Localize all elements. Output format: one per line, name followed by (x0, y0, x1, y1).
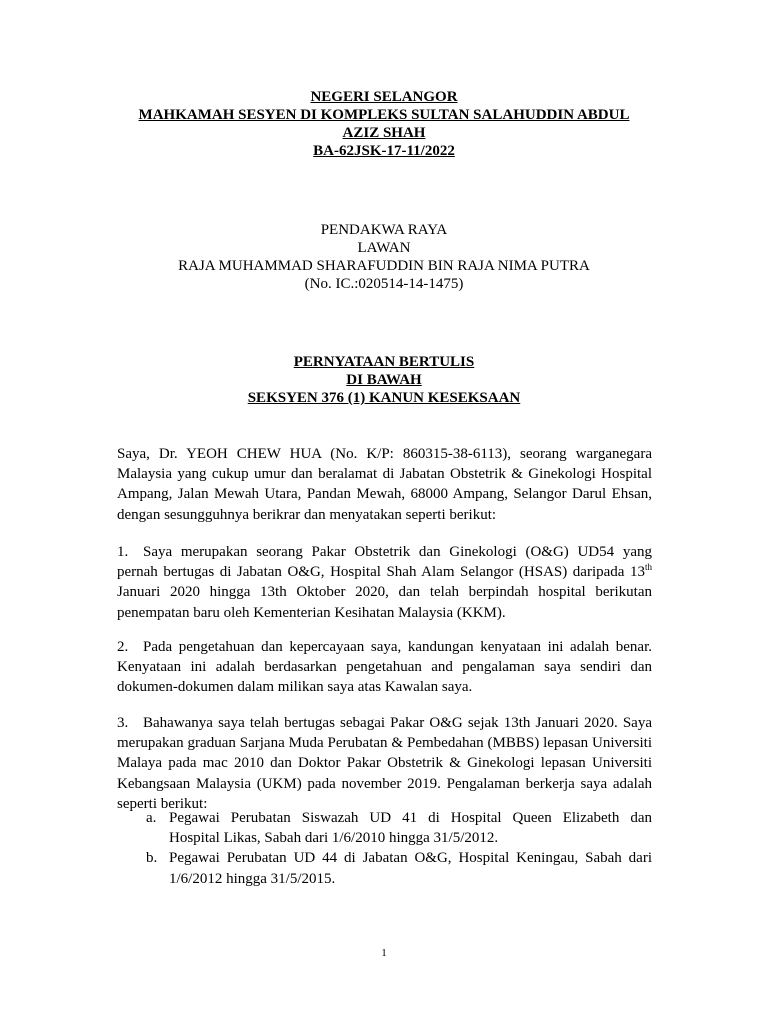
court-name-line2: AZIZ SHAH (342, 125, 426, 141)
list-marker: b. (146, 850, 158, 867)
list-item-line2: 1/6/2012 hingga 31/5/2015. (169, 870, 336, 887)
list-item-line1: Pegawai Perubatan UD 44 di Jabatan O&G, Hospital Keningau, Sabah dari (169, 850, 652, 867)
case-number: BA-62JSK-17-11/2022 (313, 143, 455, 159)
intro-paragraph (117, 444, 652, 525)
list-item-line2: Hospital Likas, Sabah dari 1/6/2010 hingga 31/5/2012. (169, 830, 499, 847)
list-item (146, 808, 652, 848)
paragraph-3 (117, 713, 652, 814)
paragraph-number: 2. (117, 639, 129, 655)
paragraph-text-continued: Januari 2020 hingga 13th Oktober 2020, dan telah berpindah hospital berikutan penempatan baru oleh Kementerian Kesihatan Malaysia (KKM). (117, 584, 652, 621)
title-line1: PERNYATAAN BERTULIS (293, 354, 475, 370)
list-item (146, 848, 652, 888)
accused-name: RAJA MUHAMMAD SHARAFUDDIN BIN RAJA NIMA PUTRA (178, 258, 590, 274)
superscript: th (644, 562, 652, 573)
accused-ic: (No. IC.:020514-14-1475) (304, 276, 464, 292)
court-heading (100, 88, 668, 160)
experience-list (146, 808, 652, 889)
state-name: NEGERI SELANGOR (310, 89, 458, 105)
document-title (100, 353, 668, 407)
title-line2: DI BAWAH (346, 372, 422, 388)
paragraph-1 (117, 542, 652, 623)
paragraph-2 (117, 637, 652, 698)
list-item-line1: Pegawai Perubatan Siswazah UD 41 di Hospital Queen Elizabeth dan (169, 810, 652, 826)
paragraph-number: 3. (117, 715, 129, 731)
versus-label: LAWAN (357, 240, 411, 256)
paragraph-text: Saya merupakan seorang Pakar Obstetrik dan Ginekologi (O&G) UD54 yang pernah bertugas di Jabatan O&G, Hospital Shah Alam Selangor (HSAS) daripada 13 (117, 544, 652, 581)
intro-text: Saya, Dr. YEOH CHEW HUA (No. K/P: 860315-38-6113), seorang warganegara Malaysia yang cukup umur dan beralamat di Jabatan Obstetrik & Ginekologi Hospital Ampang, Jalan Mewah Utara, Pandan Mewah, 68000 Ampang, Selangor Darul Ehsan, dengan sesungguhnya berikrar dan menyatakan seperti berikut: (117, 446, 652, 523)
prosecutor: PENDAKWA RAYA (320, 222, 448, 238)
paragraph-text: Pada pengetahuan dan kepercayaan saya, kandungan kenyataan ini adalah benar. Kenyataan ini adalah berdasarkan pengetahuan and pengalaman saya sendiri dan dokumen-dokumen dalam milikan saya atas Kawalan saya. (117, 639, 652, 696)
paragraph-text: Bahawanya saya telah bertugas sebagai Pakar O&G sejak 13th Januari 2020. Saya merupakan graduan Sarjana Muda Perubatan & Pembedahan (MBBS) lepasan Universiti Malaya pada mac 2010 dan Doktor Pakar Obstetrik & Ginekologi lepasan Universiti Kebangsaan Malaysia (UKM) pada november 2019. Pengalaman berkerja saya adalah seperti berikut: (117, 715, 652, 812)
page-number: 1 (381, 947, 387, 959)
list-marker: a. (146, 810, 157, 826)
paragraph-number: 1. (117, 544, 129, 560)
title-line3: SEKSYEN 376 (1) KANUN KESEKSAAN (247, 390, 521, 406)
court-name-line1: MAHKAMAH SESYEN DI KOMPLEKS SULTAN SALAHUDDIN ABDUL (138, 107, 630, 123)
parties-block (100, 221, 668, 293)
